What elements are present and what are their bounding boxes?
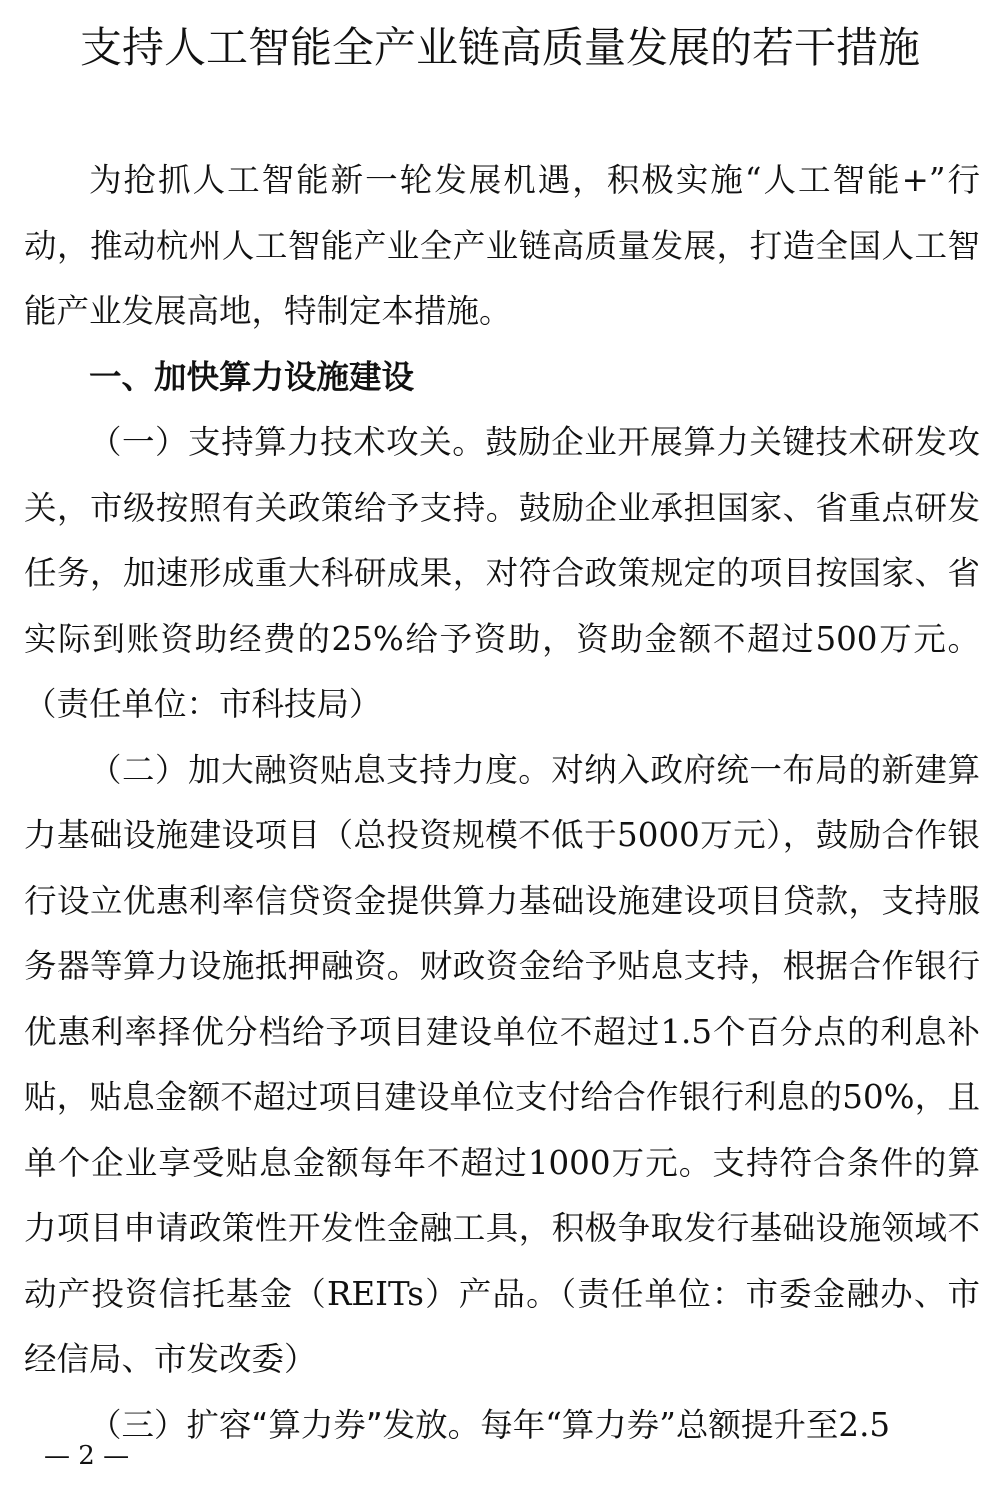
item-label-3: （三）扩容“算力券”发放。 [89, 1405, 481, 1444]
item-text-2: 对纳入政府统一布局的新建算力基础设施建设项目（总投资规模不低于5000万元），鼓励合作银行设立优惠利率信贷资金提供算力基础设施建设项目贷款，支持服务器等算力设施抵押融资。财政资金给予贴息支持，根据合作银行优惠利率择优分档给予项目建设单位不超过1.5个百分点的利息补贴，贴息金额不超过项目建设单位支付给合作银行利息的50%，且单个企业享受贴息金额每年不超过1000万元。支持符合条件的算力项目申请政策性开发性金融工具，积极争取发行基础设施领域不动产投资信托基金（REITs）产品。（责任单位：市委金融办、市经信局、市发改委） [24, 750, 980, 1378]
document-body [24, 148, 980, 1458]
item-text-1: 鼓励企业开展算力关键技术研发攻关，市级按照有关政策给予支持。鼓励企业承担国家、省重点研发任务，加速形成重大科研成果，对符合政策规定的项目按国家、省实际到账资助经费的25%给予资助，资助金额不超过500万元。（责任单位：市科技局） [24, 423, 980, 723]
item-paragraph-1 [24, 410, 980, 738]
item-paragraph-2 [24, 738, 980, 1393]
item-label-1: （一）支持算力技术攻关。 [89, 423, 486, 461]
item-label-2: （二）加大融资贴息支持力度。 [89, 750, 552, 789]
page-number: — 2 — [44, 1441, 130, 1471]
item-paragraph-3 [24, 1393, 980, 1459]
intro-paragraph: 为抢抓人工智能新一轮发展机遇，积极实施“人工智能+”行动，推动杭州人工智能产业全产业链高质量发展，打造全国人工智能产业发展高地，特制定本措施。 [24, 161, 980, 330]
item-text-3: 每年“算力券”总额提升至2.5 [480, 1405, 891, 1444]
section-heading-1: 一、加快算力设施建设 [89, 357, 415, 396]
document-title: 支持人工智能全产业链高质量发展的若干措施 [79, 23, 920, 72]
